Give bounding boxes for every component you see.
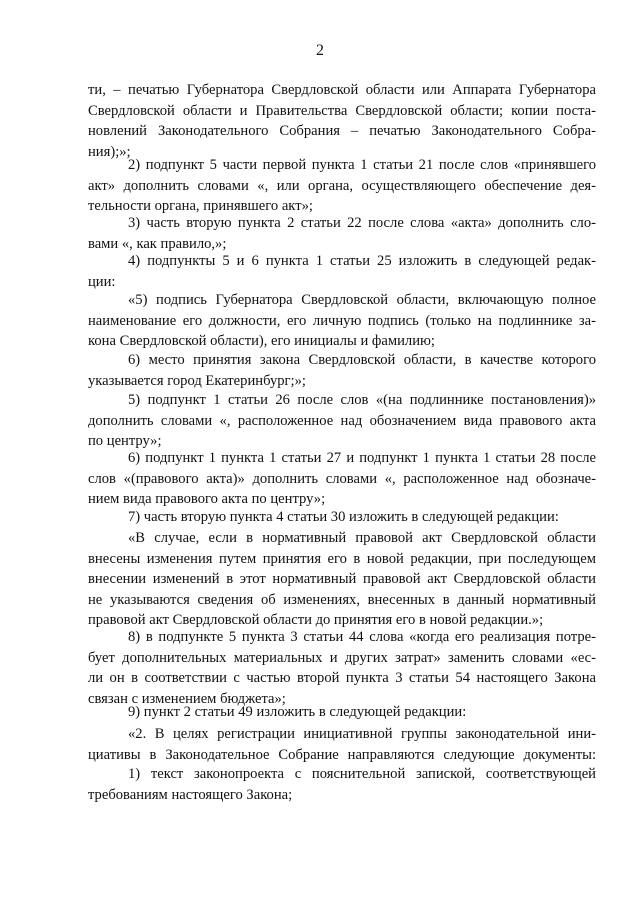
text-line: «В случае, если в нормативный правовой акт Свердловской области xyxy=(128,530,596,546)
text-line: 4) подпункты 5 и 6 пункта 1 статьи 25 изложить в следующей редак- xyxy=(128,253,596,269)
text-line: новлений Законодательного Собрания – печатью Законодательного Собра- xyxy=(88,123,596,139)
paragraph xyxy=(88,155,596,217)
text-line: 2) подпункт 5 части первой пункта 1 статьи 21 после слов «принявшего xyxy=(128,157,596,173)
paragraph xyxy=(88,251,596,292)
text-line: ти, – печатью Губернатора Свердловской области или Аппарата Губернатора xyxy=(88,82,596,98)
text-line: 6) подпункт 1 пункта 1 статьи 27 и подпункт 1 пункта 1 статьи 28 после xyxy=(128,450,596,466)
text-line: циативы в Законодательное Собрание направляются следующие документы: xyxy=(88,746,596,763)
paragraph xyxy=(88,213,596,254)
text-line: 5) подпункт 1 статьи 26 после слов «(на подлиннике постановления)» xyxy=(128,392,596,408)
text-line: связан с изменением бюджета»; xyxy=(88,690,286,707)
text-line: вами «, как правило,»; xyxy=(88,235,227,252)
text-line: внесены изменения путем принятия его в новой редакции, при последующем xyxy=(88,550,596,567)
text-line: 6) место принятия закона Свердловской области, в качестве которого xyxy=(128,352,596,368)
text-line: ли он в соответствии с частью второй пункта 3 статьи 54 настоящего Закона xyxy=(88,670,596,686)
paragraph xyxy=(88,390,596,452)
text-line: 1) текст законопроекта с пояснительной запиской, соответствующей xyxy=(128,766,596,782)
paragraph xyxy=(88,702,596,723)
text-line: акт» дополнить словами «, или органа, осуществляющего обеспечение дея- xyxy=(88,177,596,194)
paragraph xyxy=(88,80,596,162)
text-line: нием вида правового акта по центру»; xyxy=(88,491,326,507)
text-line: требованиям настоящего Закона; xyxy=(88,786,293,803)
page-number: 2 xyxy=(316,42,324,59)
text-line: по центру»; xyxy=(88,433,162,449)
text-line: Свердловской области и Правительства Свердловской области; копии поста- xyxy=(88,102,596,119)
text-line: кона Свердловской области), его инициалы и фамилию; xyxy=(88,333,435,349)
paragraph xyxy=(88,290,596,352)
paragraph xyxy=(88,627,596,709)
text-line: слов «(правового акта)» дополнить словами «, расположенное над обозначе- xyxy=(88,470,596,487)
paragraph xyxy=(88,507,596,528)
text-line: дополнить словами «, расположенное над обозначением вида правового акта xyxy=(88,412,596,429)
text-line: правовой акт Свердловской области до принятия его в новой редакции.»; xyxy=(88,612,544,628)
text-line: ния);»; xyxy=(88,143,131,160)
text-line: ции: xyxy=(88,273,116,290)
text-line: 8) в подпункте 5 пункта 3 статьи 44 слова «когда его реализация потре- xyxy=(128,629,596,645)
text-line: «5) подпись Губернатора Свердловской области, включающую полное xyxy=(128,292,596,308)
text-line: «2. В целях регистрации инициативной группы законодательной ини- xyxy=(128,726,596,742)
paragraph xyxy=(88,350,596,391)
paragraph xyxy=(88,764,596,805)
text-line: бует дополнительных материальных и других затрат» заменить словами «ес- xyxy=(88,649,596,666)
text-line: 7) часть вторую пункта 4 статьи 30 изложить в следующей редакции: xyxy=(128,509,559,525)
text-line: наименование его должности, его личную подпись (только на подлиннике за- xyxy=(88,312,596,329)
text-line: не указываются сведения об изменениях, внесенных в данный нормативный xyxy=(88,591,596,608)
paragraph xyxy=(88,448,596,510)
paragraph xyxy=(88,724,596,765)
text-line: 3) часть вторую пункта 2 статьи 22 после слова «акта» дополнить сло- xyxy=(128,215,596,231)
paragraph xyxy=(88,528,596,631)
text-line: указывается город Екатеринбург;»; xyxy=(88,372,306,389)
text-line: 9) пункт 2 статьи 49 изложить в следующей редакции: xyxy=(128,704,467,720)
text-line: тельности органа, принявшего акт»; xyxy=(88,198,313,214)
text-line: внесении изменений в этот нормативный правовой акт Свердловской области xyxy=(88,571,596,587)
